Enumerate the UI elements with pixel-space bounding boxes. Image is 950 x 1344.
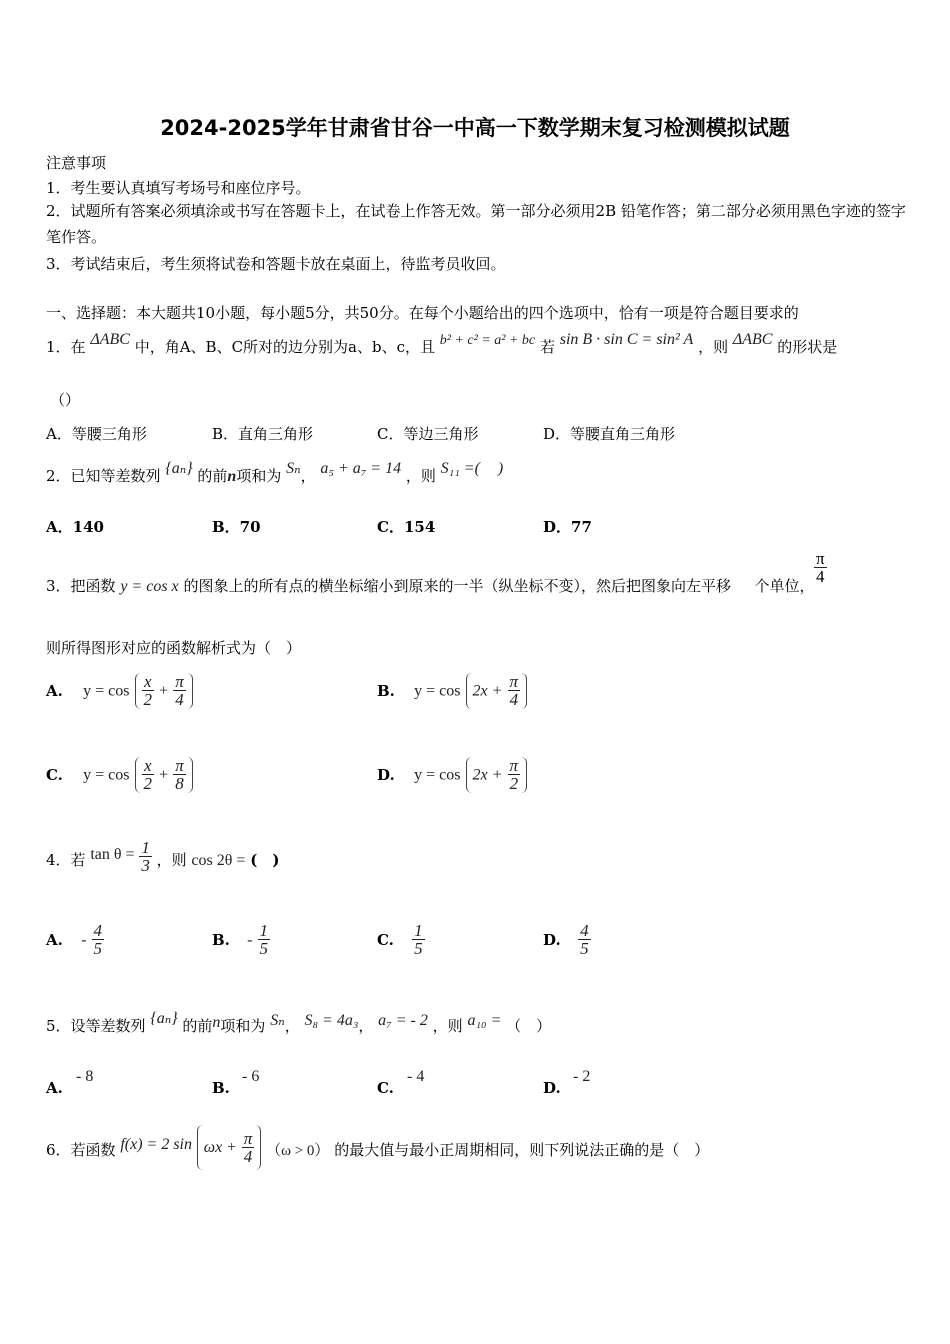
q5-option-d[interactable] xyxy=(543,1066,590,1097)
q4-a-sign: - xyxy=(81,931,87,949)
q4-label-d: D. xyxy=(543,930,561,949)
q4-label-c: C. xyxy=(377,930,394,949)
question-3 xyxy=(46,575,815,596)
q4-option-d[interactable] xyxy=(543,922,591,958)
q3-text-1: 的图象上的所有点的横坐标缩小到原来的一半（纵坐标不变），然后把图象向左平移 xyxy=(183,577,731,595)
q3-c-prefix: y = cos xyxy=(83,766,130,784)
q3-shift-denominator: 4 xyxy=(814,567,827,586)
q3-c-num2: π xyxy=(175,756,184,775)
q4-label-b: B. xyxy=(212,930,230,949)
q3-c-paren: $\frac{x}{2}$ + $\frac{\pi}{8}$ xyxy=(135,757,193,793)
q3-shift-numerator: π xyxy=(816,549,825,568)
q4-b-sign: - xyxy=(247,931,253,949)
q3-d-prefix: y = cos xyxy=(414,766,461,784)
q5-label-d: D. xyxy=(543,1079,561,1097)
q4-text-1: ，则 xyxy=(156,851,187,869)
q4-num: 1 xyxy=(141,838,150,857)
q2-option-c[interactable]: C．154 xyxy=(377,518,436,536)
q3-d-den: 2 xyxy=(508,774,521,793)
q3-text-2: 个单位， xyxy=(754,577,815,595)
q2-option-d[interactable]: D．77 xyxy=(543,518,592,536)
q3-a-den2: 4 xyxy=(173,690,186,709)
q5-ask: a₁₀ = xyxy=(467,1012,502,1029)
q5-label-b: B. xyxy=(212,1079,230,1097)
q5-d-value: - 2 xyxy=(573,1068,591,1085)
q2-ask: S₁₁ =( xyxy=(440,460,480,477)
q5-option-c[interactable] xyxy=(377,1066,424,1097)
q4-b-den: 5 xyxy=(259,939,269,958)
q3-d-paren xyxy=(466,757,528,793)
q4-number: 4．若 xyxy=(46,851,86,869)
q5-condition-2: a₇ = - 2 xyxy=(378,1012,428,1029)
notice-heading: 注意事项 xyxy=(46,154,107,172)
q2-number: 2．已知等差数列 xyxy=(46,467,161,485)
q5-condition-1: S₈ = 4a₃ xyxy=(304,1012,359,1029)
q3-b-den: 4 xyxy=(508,690,521,709)
q5-c-value: - 4 xyxy=(407,1068,425,1085)
q1-number: 1．在 xyxy=(46,338,86,356)
q1-option-b[interactable]: B．直角三角形 xyxy=(212,425,314,443)
q3-label-c: C. xyxy=(46,765,63,784)
q3-option-d[interactable] xyxy=(377,757,527,793)
notice-item-2: 2．试题所有答案必须填涂或书写在答题卡上，在试卷上作答无效。第一部分必须用2B 铅笔作答；第二部分必须用黑色字迹的签字笔作答。 xyxy=(46,202,906,246)
q3-d-term: 2x + xyxy=(472,766,503,784)
q3-a-paren: $\frac{x}{2}$ + $\frac{\pi}{4}$ xyxy=(135,673,193,709)
q4-tan: tan θ = xyxy=(90,846,135,863)
q5-b-value: - 6 xyxy=(242,1068,260,1085)
q3-c-den1: 2 xyxy=(143,774,153,793)
q1-option-a[interactable]: A．等腰三角形 xyxy=(46,425,147,443)
q3-a-den1: 2 xyxy=(143,690,153,709)
q3-line-2: 则所得图形对应的函数解析式为（ ） xyxy=(46,639,302,657)
q2-sequence: {aₙ} xyxy=(165,460,193,477)
q3-b-prefix: y = cos xyxy=(414,682,461,700)
q6-den: 4 xyxy=(242,1147,255,1166)
q5-text-2: 项和为 xyxy=(220,1017,266,1035)
q1-option-d[interactable]: D．等腰直角三角形 xyxy=(543,425,676,443)
q4-b-num: 1 xyxy=(259,921,269,940)
q2-sn: Sₙ xyxy=(286,460,301,477)
question-4 xyxy=(46,840,279,881)
q1-text-4: 的形状是 xyxy=(777,338,838,356)
q3-label-a: A. xyxy=(46,681,63,700)
q6-condition: （ω > 0） xyxy=(266,1143,330,1159)
q5-option-b[interactable] xyxy=(212,1066,259,1097)
q1-condition-2: sin B · sin C = sin² A xyxy=(559,331,694,348)
q4-d-num: 4 xyxy=(580,921,589,940)
question-2: 2．已知等差数列 {aₙ} 的前n项和为 Sₙ， a₅ + a₇ = 14 ，则 S₁₁ =( ) xyxy=(46,460,504,485)
q3-number: 3．把函数 xyxy=(46,577,116,595)
q3-c-den2: 8 xyxy=(173,774,186,793)
q2-option-a[interactable]: A．140 xyxy=(46,518,104,536)
q3-label-d: D. xyxy=(377,765,395,784)
q4-option-a[interactable] xyxy=(46,922,104,958)
q3-shift-fraction xyxy=(814,550,827,586)
q6-function: f(x) = 2 sin xyxy=(120,1136,192,1153)
q4-d-den: 5 xyxy=(580,939,589,958)
q2-n: n xyxy=(227,468,237,485)
q3-b-num: π xyxy=(509,672,519,691)
q3-label-b: B. xyxy=(377,681,395,700)
q4-ask: cos 2θ = xyxy=(191,852,246,869)
q4-den: 3 xyxy=(141,856,150,875)
q4-fraction xyxy=(139,839,152,875)
q3-b-term: 2x + xyxy=(472,682,503,700)
notice-item-3: 3．考试结束后，考生须将试卷和答题卡放在桌面上，待监考员收回。 xyxy=(46,255,506,273)
q5-label-c: C. xyxy=(377,1079,394,1097)
q5-sn: Sₙ xyxy=(270,1012,285,1029)
q2-text-3: ，则 xyxy=(405,467,436,485)
question-5: 5．设等差数列 {aₙ} 的前n项和为 Sₙ， S₈ = 4a₃， a₇ = - 2 ，则 a₁₀ = （ ） xyxy=(46,1010,552,1035)
q4-blank: ( ) xyxy=(250,851,280,869)
q3-function: y = cos x xyxy=(120,578,179,595)
q6-num: π xyxy=(243,1128,253,1148)
q1-triangle: ΔABC xyxy=(90,331,130,348)
q3-b-paren xyxy=(466,673,528,709)
q4-c-den: 5 xyxy=(414,939,423,958)
q4-a-den: 5 xyxy=(93,939,103,958)
q4-option-c[interactable] xyxy=(377,922,425,958)
page-title: 2024-2025学年甘肃省甘谷一中高一下数学期末复习检测模拟试题 xyxy=(160,116,790,140)
q4-a-num: 4 xyxy=(93,921,103,940)
q5-blank: （ ） xyxy=(506,1017,552,1035)
question-1 xyxy=(46,330,837,366)
q1-option-c[interactable]: C．等边三角形 xyxy=(377,425,479,443)
q6-arg: ωx + xyxy=(203,1138,237,1156)
q5-option-a[interactable] xyxy=(46,1066,93,1097)
q2-option-b[interactable]: B．70 xyxy=(212,518,261,536)
q3-option-a[interactable] xyxy=(46,673,193,709)
q3-a-num1: x xyxy=(144,672,152,691)
q6-paren xyxy=(197,1125,262,1170)
q4-c-num: 1 xyxy=(414,921,423,940)
q1-blank: （） xyxy=(50,391,81,409)
q1-text-2: 若 xyxy=(539,338,555,356)
q1-text-1: 中，角A、B、C所对的边分别为a、b、c，且 xyxy=(134,338,435,356)
question-6 xyxy=(46,1128,709,1174)
q1-text-3: ，则 xyxy=(698,338,729,356)
q6-text-1: 的最大值与最小正周期相同，则下列说法正确的是（ ） xyxy=(334,1141,710,1159)
q5-number: 5．设等差数列 xyxy=(46,1017,146,1035)
q4-label-a: A. xyxy=(46,930,63,949)
q1-condition-1: b² + c² = a² + bc xyxy=(439,333,536,348)
q4-option-b[interactable] xyxy=(212,922,270,958)
q5-n: n xyxy=(212,1014,221,1031)
notice-item-1: 1．考生要认真填写考场号和座位序号。 xyxy=(46,179,311,197)
q3-a-num2: π xyxy=(175,672,184,691)
q2-text-1: 的前 xyxy=(197,467,228,485)
q5-a-value: - 8 xyxy=(76,1068,94,1085)
q5-text-1: 的前 xyxy=(182,1017,213,1035)
q2-text-2: 项和为 xyxy=(236,467,282,485)
q3-c-num1: x xyxy=(144,756,152,775)
q6-number: 6．若函数 xyxy=(46,1141,116,1159)
q1-triangle-2: ΔABC xyxy=(732,331,773,348)
q2-close: ) xyxy=(497,460,504,477)
q3-option-c[interactable] xyxy=(46,757,193,793)
q5-text-3: ，则 xyxy=(432,1017,463,1035)
q3-option-b[interactable] xyxy=(377,673,527,709)
q3-a-prefix: y = cos xyxy=(83,682,130,700)
q2-condition: a₅ + a₇ = 14 xyxy=(320,460,402,477)
q5-label-a: A. xyxy=(46,1079,63,1097)
q5-sequence: {aₙ} xyxy=(150,1010,178,1027)
section-heading: 一、选择题：本大题共10小题，每小题5分，共50分。在每个小题给出的四个选项中，恰有一项是符合题目要求的 xyxy=(46,304,799,322)
q3-d-num: π xyxy=(509,756,519,775)
